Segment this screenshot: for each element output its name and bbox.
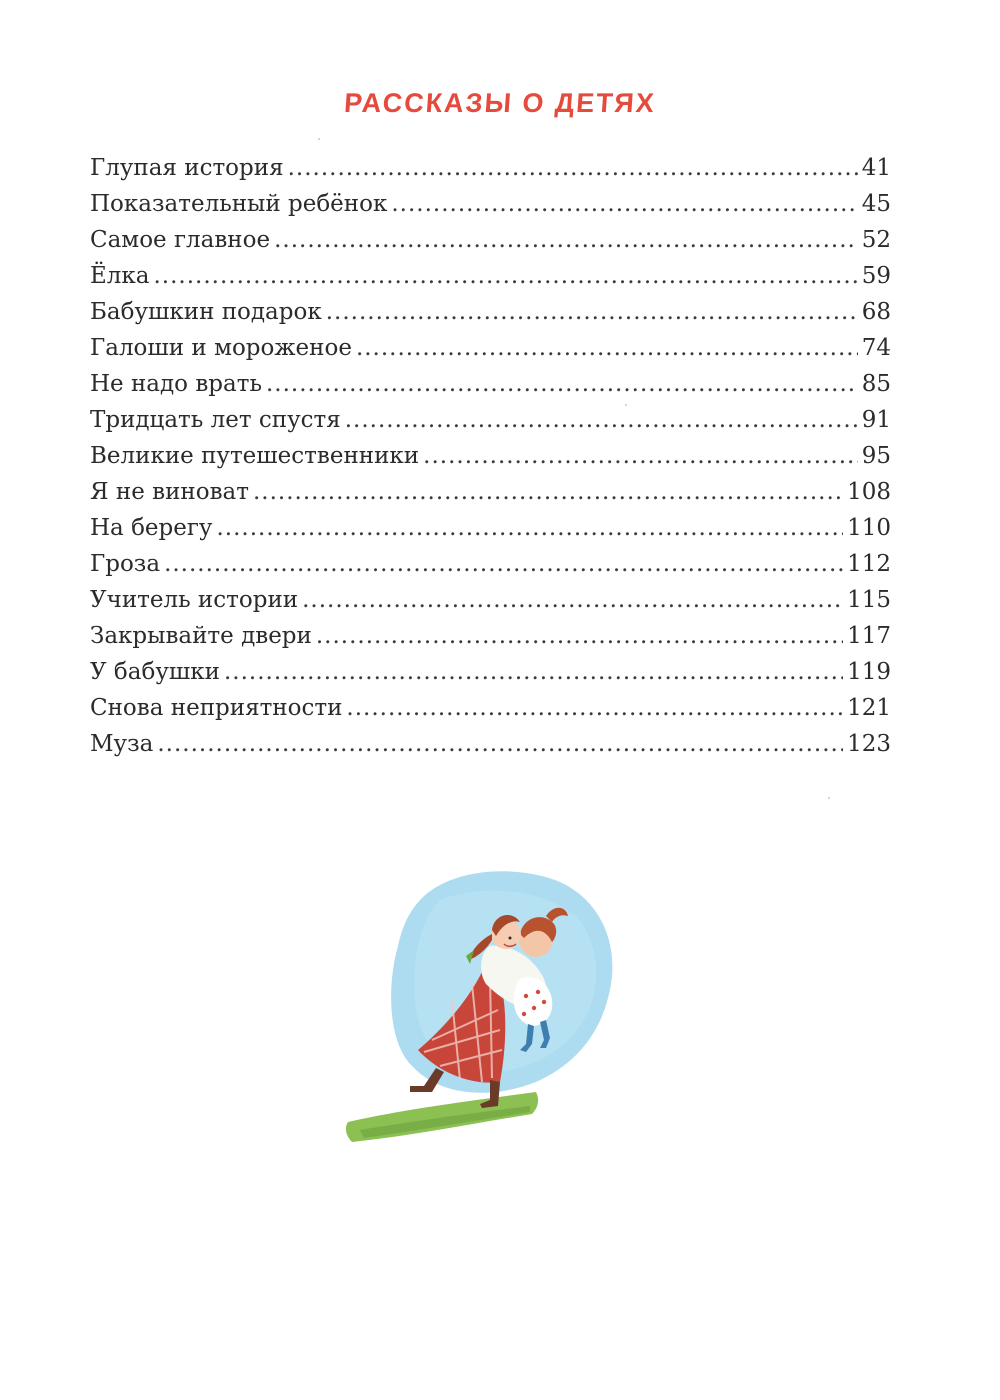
toc-entry-page: 115 — [847, 587, 891, 613]
toc-entry-title: Учитель истории — [90, 587, 299, 613]
toc-dot-leader — [288, 150, 858, 186]
toc-entry-title: Снова неприятности — [90, 695, 343, 721]
toc-entry[interactable] — [90, 186, 891, 222]
toc-entry-page: 117 — [847, 623, 891, 649]
toc-entry-title: Не надо врать — [90, 371, 262, 397]
toc-entry-title: Ёлка — [90, 263, 150, 289]
toc-entry-page: 45 — [861, 191, 891, 217]
toc-entry[interactable] — [90, 474, 891, 510]
toc-entry[interactable] — [90, 438, 891, 474]
toc-dot-leader — [391, 186, 857, 222]
toc-dot-leader — [216, 510, 843, 546]
toc-entry[interactable] — [90, 150, 891, 186]
print-speck — [625, 404, 627, 406]
toc-entry-page: 123 — [847, 731, 891, 757]
toc-entry-page: 52 — [861, 227, 891, 253]
toc-entry-page: 119 — [847, 659, 891, 685]
toc-entry-page: 108 — [847, 479, 891, 505]
toc-entry-title: Муза — [90, 731, 154, 757]
toc-entry-title: На берегу — [90, 515, 213, 541]
toc-entry[interactable] — [90, 330, 891, 366]
toc-entry-title: Галоши и мороженое — [90, 335, 352, 361]
toc-entry-title: Закрывайте двери — [90, 623, 312, 649]
toc-dot-leader — [316, 618, 843, 654]
toc-entry-page: 112 — [847, 551, 891, 577]
toc-entry-page: 121 — [847, 695, 891, 721]
toc-entry-title: Бабушкин подарок — [90, 299, 322, 325]
toc-entry-title: У бабушки — [90, 659, 220, 685]
toc-entry-page: 41 — [861, 155, 891, 181]
toc-dot-leader — [266, 366, 858, 402]
toc-entry-page: 95 — [861, 443, 891, 469]
toc-entry-title: Тридцать лет спустя — [90, 407, 341, 433]
toc-entry-title: Глупая история — [90, 155, 284, 181]
toc-dot-leader — [274, 222, 858, 258]
toc-dot-leader — [302, 582, 843, 618]
toc-entry-title: Я не виноват — [90, 479, 249, 505]
toc-entry[interactable] — [90, 726, 891, 762]
toc-entry-title: Самое главное — [90, 227, 271, 253]
toc-entry[interactable] — [90, 618, 891, 654]
print-speck — [318, 138, 320, 140]
toc-dot-leader — [326, 294, 858, 330]
toc-entry[interactable] — [90, 690, 891, 726]
toc-dot-leader — [164, 546, 843, 582]
toc-entry-page: 85 — [861, 371, 891, 397]
toc-entry-title: Показательный ребёнок — [90, 191, 388, 217]
toc-entry-page: 74 — [861, 335, 891, 361]
toc-dot-leader — [154, 258, 858, 294]
toc-dot-leader — [345, 402, 858, 438]
toc-entry-page: 59 — [861, 263, 891, 289]
toc-entry[interactable] — [90, 294, 891, 330]
toc-entry[interactable] — [90, 654, 891, 690]
toc-dot-leader — [157, 726, 843, 762]
toc-entry[interactable] — [90, 510, 891, 546]
toc-dot-leader — [253, 474, 843, 510]
print-speck — [828, 797, 830, 799]
toc-entry[interactable] — [90, 402, 891, 438]
section-title: РАССКАЗЫ О ДЕТЯХ — [343, 88, 657, 118]
toc-dot-leader — [224, 654, 843, 690]
toc-dot-leader — [346, 690, 843, 726]
toc-entry[interactable] — [90, 582, 891, 618]
girl-carrying-child-illustration-icon — [340, 860, 630, 1150]
toc-entry-page: 68 — [861, 299, 891, 325]
toc-entry-title: Великие путешественники — [90, 443, 420, 469]
toc-entry[interactable] — [90, 222, 891, 258]
toc-dot-leader — [423, 438, 858, 474]
toc-entry[interactable] — [90, 546, 891, 582]
toc-dot-leader — [356, 330, 858, 366]
table-of-contents — [90, 150, 891, 762]
toc-entry[interactable] — [90, 258, 891, 294]
toc-entry-title: Гроза — [90, 551, 161, 577]
toc-entry-page: 91 — [861, 407, 891, 433]
toc-entry[interactable] — [90, 366, 891, 402]
toc-entry-page: 110 — [847, 515, 891, 541]
